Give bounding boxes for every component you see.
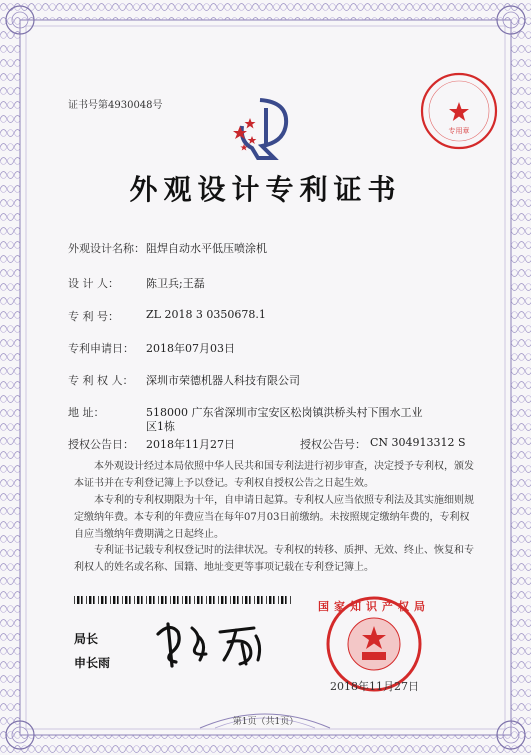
director-title: 局长 xyxy=(74,632,99,646)
director-name: 申长雨 xyxy=(74,656,111,670)
address-value: 518000 广东省深圳市宝安区松岗镇洪桥头村下围水工业 xyxy=(146,406,423,419)
design-name-value: 阻焊自动水平低压喷涂机 xyxy=(146,242,267,255)
grant-number-label: 授权公告号： xyxy=(300,438,366,451)
page-footer: 第1页（共1页） xyxy=(232,717,299,727)
handwritten-signature xyxy=(150,614,280,674)
paragraph-2: 本专利的专利权期限为十年，自申请日起算。专利权人应当依照专利法及其实施细则规定缴纳年费。本专利的年费应当在每年07月03日前缴纳。未按照规定缴纳年费的，专利权自应当缴纳年费期满之日起终止。 xyxy=(74,495,474,540)
seal-caption: 专用章 xyxy=(448,127,470,135)
paragraph-1: 本外观设计经过本局依照中华人民共和国专利法进行初步审查，决定授予专利权，颁发本证书并在专利登记簿上予以登记。专利权自授权公告之日起生效。 xyxy=(74,461,474,489)
application-date-value: 2018年07月03日 xyxy=(146,342,235,355)
designer-value: 陈卫兵;王磊 xyxy=(146,277,205,290)
paragraph-3: 专利证书记载专利权登记时的法律状况。专利权的转移、质押、无效、终止、恢复和专利权人的姓名或名称、国籍、地址变更等事项记载在专利登记簿上。 xyxy=(74,545,474,573)
grant-number-value: CN 304913312 S xyxy=(370,436,466,449)
address-label: 地 址： xyxy=(68,406,105,419)
barcode xyxy=(74,596,294,604)
certificate-title: 外观设计专利证书 xyxy=(129,173,402,206)
patent-number-label: 专 利 号： xyxy=(68,310,119,323)
patentee-value: 深圳市荣德机器人科技有限公司 xyxy=(146,374,300,387)
application-date-label: 专利申请日： xyxy=(68,342,134,355)
patent-number-value: ZL 2018 3 0350678.1 xyxy=(146,308,266,321)
seal-date: 2018年11月27日 xyxy=(330,680,419,693)
certificate-number: 证书号第4930048号 xyxy=(68,100,163,111)
design-name-label: 外观设计名称： xyxy=(68,242,145,255)
cnipa-logo-icon xyxy=(230,96,302,162)
grant-date-value: 2018年11月27日 xyxy=(146,438,235,451)
dedicated-seal-icon xyxy=(418,70,500,152)
seal-text: 国家知识产权局 xyxy=(318,600,430,613)
patentee-label: 专 利 权 人： xyxy=(68,374,134,387)
address-value-line2: 区1栋 xyxy=(146,420,175,433)
grant-date-label: 授权公告日： xyxy=(68,438,134,451)
designer-label: 设 计 人： xyxy=(68,277,119,290)
